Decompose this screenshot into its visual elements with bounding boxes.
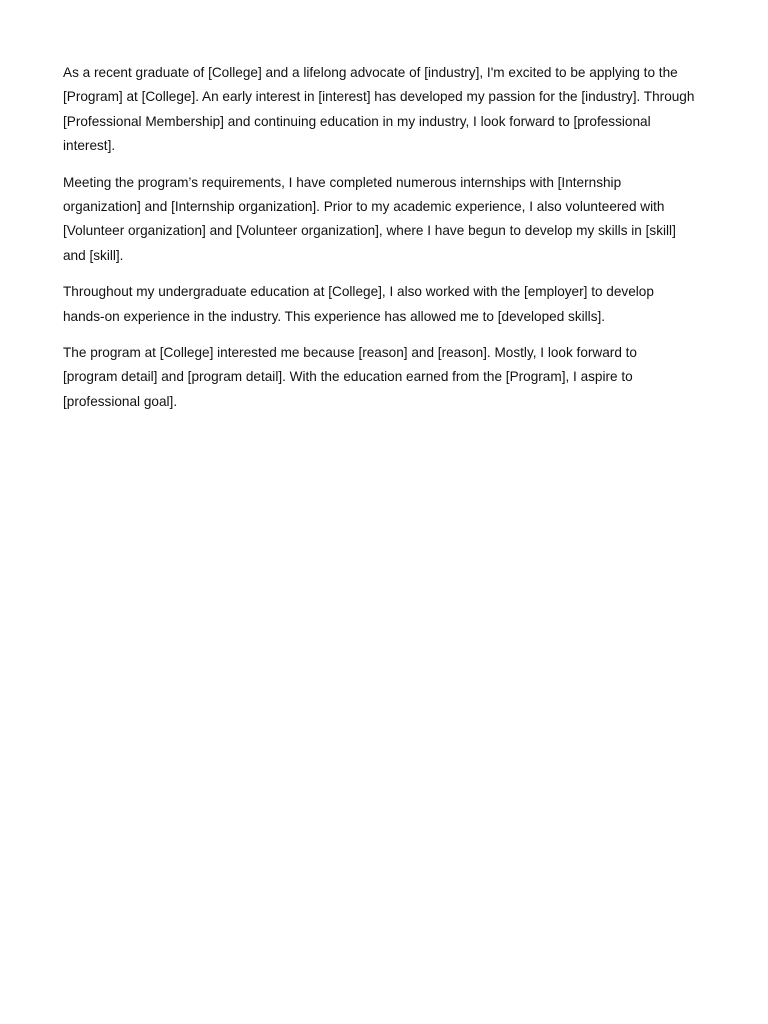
paragraph-requirements: Meeting the program’s requirements, I have completed numerous internships with [Internship organization] and [Internship organization]. Prior to my academic experience, I also volunteered with [Volunteer organization] and [Volunteer organization], where I have begun to develop my skills in [skill] and [skill]. [63,174,676,263]
paragraph-intro: As a recent graduate of [College] and a lifelong advocate of [industry], I'm excited to be applying to the [Program] at [College]. An early interest in [interest] has developed my passion for the [industry]. Through [Professional Membership] and continuing education in my industry, I look forward to [professional interest]. [63,65,695,154]
paragraph-program-interest: The program at [College] interested me because [reason] and [reason]. Mostly, I look forward to [program detail] and [program detail]. With the education earned from the [Program], I aspire to [professional goal]. [63,345,637,409]
document-body [63,61,695,426]
paragraph-experience: Throughout my undergraduate education at [College], I also worked with the [employer] to develop hands-on experience in the industry. This experience has allowed me to [developed skills]. [63,284,654,324]
